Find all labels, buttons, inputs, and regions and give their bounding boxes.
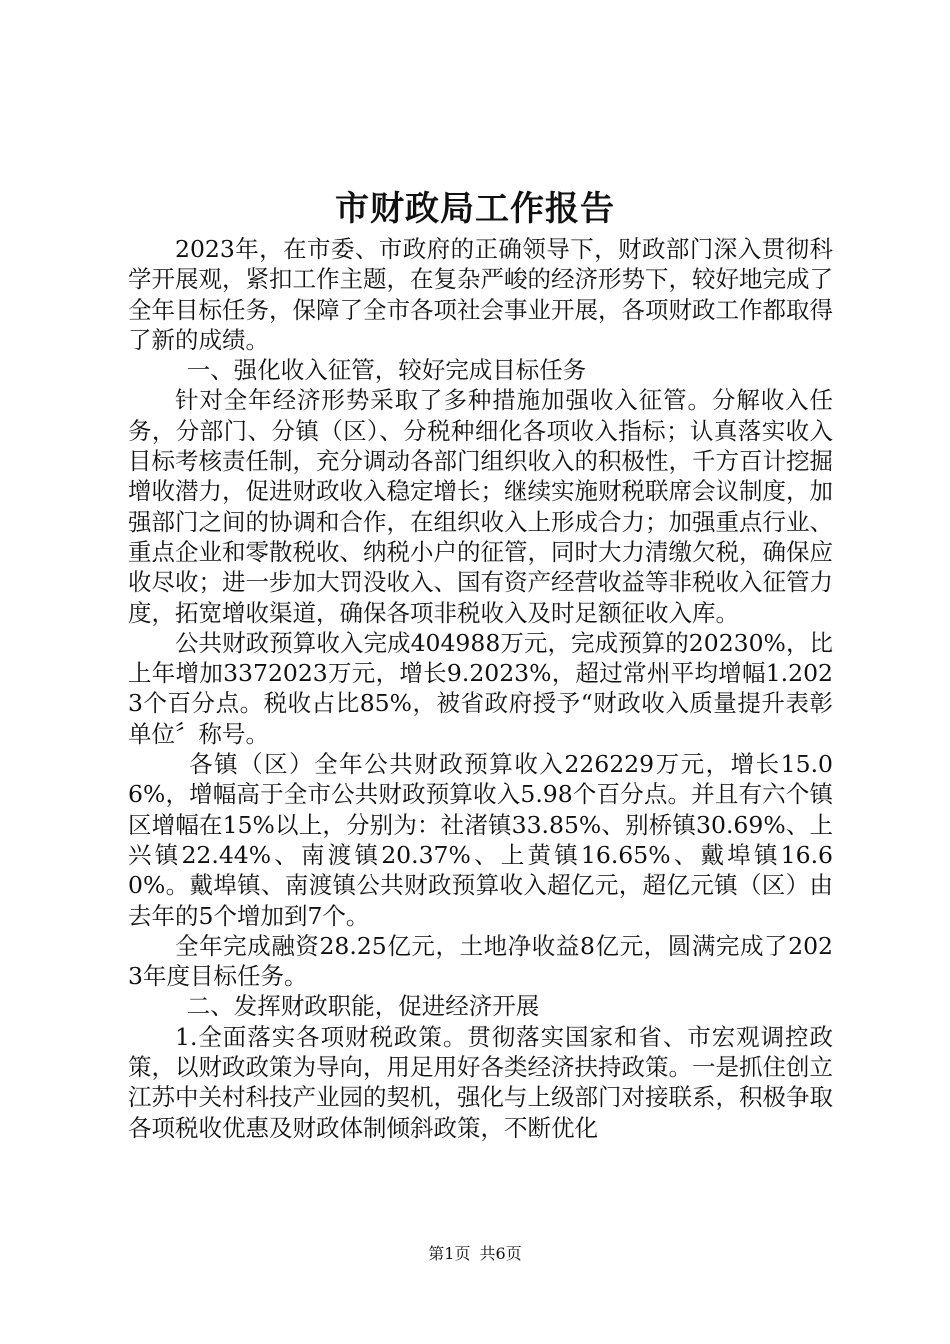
section-heading-1: 一、强化收入征管，较好完成目标任务 <box>186 356 587 385</box>
intro-paragraph: 2023年，在市委、市政府的正确领导下，财政部门深入贯彻科学开展观，紧扣工作主题，在复杂严峻的经济形势下，较好地完成了全年目标任务，保障了全市各项社会事业开展，各项财政工作都取得了新的成绩。 <box>128 235 833 354</box>
towns-revenue-paragraph: 各镇（区）全年公共财政预算收入226229万元，增长15.06%，增幅高于全市公共财政预算收入5.98个百分点。并且有六个镇区增幅在15%以上，分别为：社渚镇33.85%、别桥镇30.69%、上兴镇22.44%、南渡镇20.37%、上黄镇16.65%、戴埠镇16.60%。戴埠镇、南渡镇公共财政预算收入超亿元，超亿元镇（区）由去年的5个增加到7个。 <box>128 750 833 930</box>
page-footer <box>0 1244 950 1264</box>
policy-paragraph: 1.全面落实各项财税政策。贯彻落实国家和省、市宏观调控政策，以财政政策为导向，用足用好各类经济扶持政策。一是抓住创立江苏中关村科技产业园的契机，强化与上级部门对接联系，积极争取各项税收优惠及财政体制倾斜政策，不断优化 <box>128 1022 833 1142</box>
revenue-measures-paragraph: 针对全年经济形势采取了多种措施加强收入征管。分解收入任务，分部门、分镇（区）、分税种细化各项收入指标；认真落实收入目标考核责任制，充分调动各部门组织收入的积极性，千方百计挖掘增收潜力，促进财政收入稳定增长；继续实施财税联席会议制度，加强部门之间的协调和合作，在组织收入上形成合力；加强重点行业、重点企业和零散税收、纳税小户的征管，同时大力清缴欠税，确保应收尽收；进一步加大罚没收入、国有资产经营收益等非税收入征管力度，拓宽增收渠道，确保各项非税收入及时足额征收入库。 <box>128 386 833 627</box>
financing-paragraph: 全年完成融资28.25亿元，土地净收益8亿元，圆满完成了2023年度目标任务。 <box>128 931 833 991</box>
section-heading-2: 二、发挥财政职能，促进经济开展 <box>186 992 540 1021</box>
public-budget-paragraph: 公共财政预算收入完成404988万元，完成预算的20230%，比上年增加3372023万元，增长9.2023%，超过常州平均增幅1.2023个百分点。税收占比85%，被省政府授予“财政收入质量提升表彰单位〞称号。 <box>128 628 833 748</box>
page-number: 第1页 <box>428 1244 471 1263</box>
document-body <box>128 234 833 1143</box>
page-total: 共6页 <box>479 1244 522 1263</box>
document-title: 市财政局工作报告 <box>335 189 615 229</box>
